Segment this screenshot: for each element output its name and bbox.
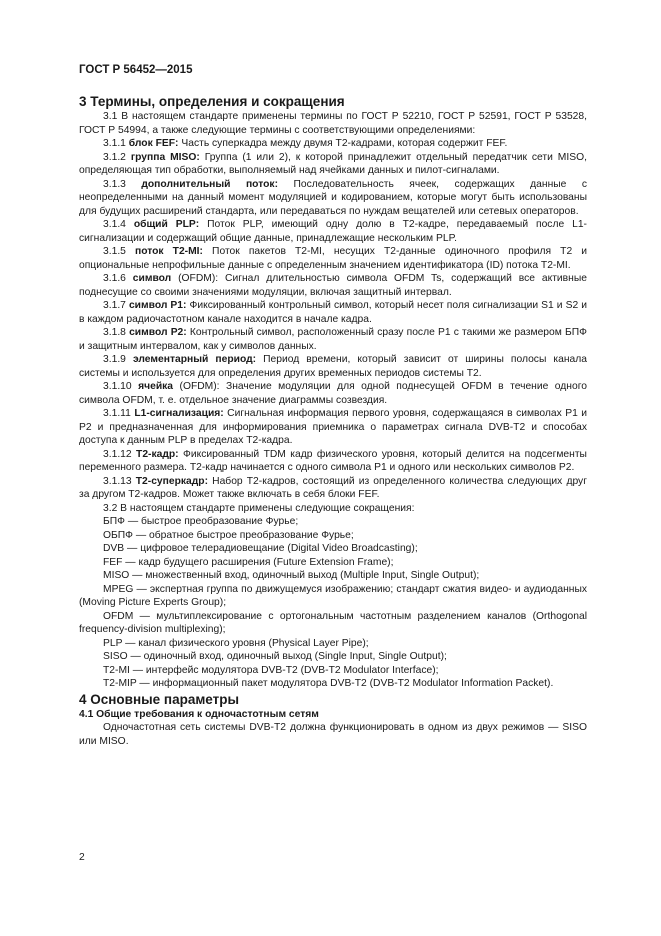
term-definition: Сигнальная информация первого уровня, содержащаяся в символах P1 и P2 и предназначенная для информирования приемника о параметрах сигнала DVB-T2 и способах доступа к данным PLP в пределах T2-кадра.: [79, 408, 587, 446]
term-number: 3.1.3: [103, 178, 126, 190]
page-number: 2: [79, 852, 85, 863]
subsection-4-1-title: 4.1 Общие требования к одночастотным сетям: [79, 708, 319, 720]
abbreviation-item: DVB — цифровое телерадиовещание (Digital Video Broadcasting);: [103, 543, 418, 554]
abbreviation-item: T2-MIP — информационный пакет модулятора DVB-T2 (DVB-T2 Modulator Information Packet).: [103, 678, 554, 689]
abbreviation-item: БПФ — быстрое преобразование Фурье;: [103, 516, 299, 527]
term-3-1-6: [79, 272, 587, 299]
abbreviation-item: PLP — канал физического уровня (Physical Layer Pipe);: [103, 637, 369, 649]
abbreviation-item: FEF — кадр будущего расширения (Future Extension Frame);: [103, 556, 394, 568]
term-name: поток T2-MI:: [134, 246, 203, 257]
term-name: T2-кадр:: [136, 448, 179, 460]
page-content: [79, 93, 587, 748]
term-name: T2-суперкадр:: [135, 475, 209, 487]
term-definition: Контрольный символ, расположенный сразу после P1 с такими же размером БПФ и защитным интервалом, как у символов данных.: [79, 327, 587, 352]
term-definition: Период времени, который зависит от ширины полосы канала системы и используется для определения других временных периодов системы T2.: [79, 354, 587, 379]
term-number: 3.1.5: [103, 246, 126, 257]
section-3-title: 3 Термины, определения и сокращения: [79, 94, 345, 109]
term-number: 3.1.10: [103, 381, 132, 392]
abbreviation-item: MPEG — экспертная группа по движущемуся изображению; стандарт сжатия видео- и аудиоданных (Moving Picture Experts Group);: [79, 583, 587, 608]
term-number: 3.1.2: [103, 151, 126, 163]
term-definition: (OFDM): Значение модуляции для одной поднесущей OFDM в течение одного символа OFDM, т. е. отдельное значение диаграммы созвездия.: [79, 381, 587, 406]
abbreviation-item: OFDM — мультиплексирование с ортогональным частотным разделением каналов (Orthogonal frequency-division multiplexing);: [79, 610, 587, 635]
term-3-1-2: [79, 151, 587, 178]
section-3-intro: 3.1 В настоящем стандарте применены термины по ГОСТ Р 52210, ГОСТ Р 52591, ГОСТ Р 53528, ГОСТ Р 54994, а также следующие термины с соответствующими определениями:: [79, 111, 587, 136]
term-name: L1-сигнализация:: [134, 408, 224, 419]
term-definition: (OFDM): Сигнал длительностью символа OFDM Ts, содержащий все активные поднесущие со своими значениями модуляции, включая защитный интервал.: [79, 273, 587, 298]
term-3-1-11: [79, 407, 587, 448]
term-number: 3.1.6: [103, 273, 126, 284]
term-definition: Набор T2-кадров, состоящий из определенного количества следующих друг за другом T2-кадров. Может также включать в себя блоки FEF.: [79, 475, 587, 500]
term-number: 3.1.11: [103, 408, 131, 419]
term-definition: Последовательность ячеек, содержащих данные с неопределенными на данный момент модуляцией и кодированием, которые могут быть использованы для будущих расширений стандарта, или передаваться по нуждам вещателей или сетевых операторов.: [79, 178, 587, 217]
document-header: ГОСТ Р 56452—2015: [79, 64, 193, 76]
term-name: ячейка: [138, 381, 174, 392]
term-3-1-8: [79, 326, 587, 353]
term-number: 3.1.13: [103, 475, 132, 487]
term-3-1-10: [79, 380, 587, 407]
term-3-1-7: [79, 299, 587, 326]
term-definition: Часть суперкадра между двумя T2-кадрами, которая содержит FEF.: [181, 138, 508, 149]
term-3-1-9: [79, 353, 587, 380]
term-name: группа MISO:: [130, 151, 200, 163]
term-3-1-13: [79, 475, 587, 502]
term-number: 3.1.9: [103, 354, 126, 365]
abbreviations-intro: 3.2 В настоящем стандарте применены следующие сокращения:: [103, 502, 415, 514]
term-number: 3.1.4: [103, 219, 126, 230]
term-name: символ P1:: [128, 300, 187, 311]
term-name: символ: [132, 273, 172, 284]
term-name: дополнительный поток:: [141, 178, 278, 190]
abbreviation-item: ОБПФ — обратное быстрое преобразование Фурье;: [103, 529, 354, 541]
term-number: 3.1.7: [103, 300, 126, 311]
abbreviation-item: SISO — одиночный вход, одиночный выход (Single Input, Single Output);: [103, 651, 447, 662]
term-number: 3.1.1: [103, 138, 126, 149]
abbreviation-item: T2-MI — интерфейс модулятора DVB-T2 (DVB-T2 Modulator Interface);: [103, 664, 439, 676]
term-definition: Поток пакетов T2-MI, несущих T2-данные одиночного профиля T2 и опциональные непрофильные данные с определенным значением идентификатора (ID) потока T2-MI.: [79, 246, 587, 271]
section-4-title: 4 Основные параметры: [79, 691, 240, 707]
term-3-1-3: [79, 178, 587, 219]
term-name: элементарный период:: [132, 354, 257, 365]
term-3-1-4: [79, 218, 587, 245]
term-name: общий PLP:: [133, 219, 200, 230]
abbreviation-item: MISO — множественный вход, одиночный выход (Multiple Input, Single Output);: [103, 570, 480, 581]
term-number: 3.1.8: [103, 327, 126, 338]
term-definition: Поток PLP, имеющий одну долю в T2-кадре, передаваемый после L1-сигнализации и содержащий общие данные, принадлежащие нескольким PLP.: [79, 219, 587, 244]
term-3-1-1: [79, 137, 587, 151]
term-name: символ P2:: [129, 327, 187, 338]
term-definition: Фиксированный TDM кадр физического уровня, который делится на подсегменты переменного размера. T2-кадр начинается с одного символа P1 и одного или нескольких символов P2.: [79, 448, 587, 473]
term-definition: Фиксированный контрольный символ, который несет поля сигнализации S1 и S2 и в каждом радиочастотном канале находится в начале кадра.: [79, 300, 587, 325]
term-3-1-12: [79, 448, 587, 475]
term-number: 3.1.12: [103, 448, 132, 460]
term-name: блок FEF:: [128, 138, 179, 149]
term-3-1-5: [79, 245, 587, 272]
subsection-4-1-text: Одночастотная сеть системы DVB-T2 должна функционировать в одном из двух режимов — SISO или MISO.: [79, 722, 587, 747]
term-definition: Группа (1 или 2), к которой принадлежит отдельный передатчик сети MISO, определяющая тип обработки, выполняемый над ячейками данных и пилот-сигналами.: [79, 151, 587, 176]
